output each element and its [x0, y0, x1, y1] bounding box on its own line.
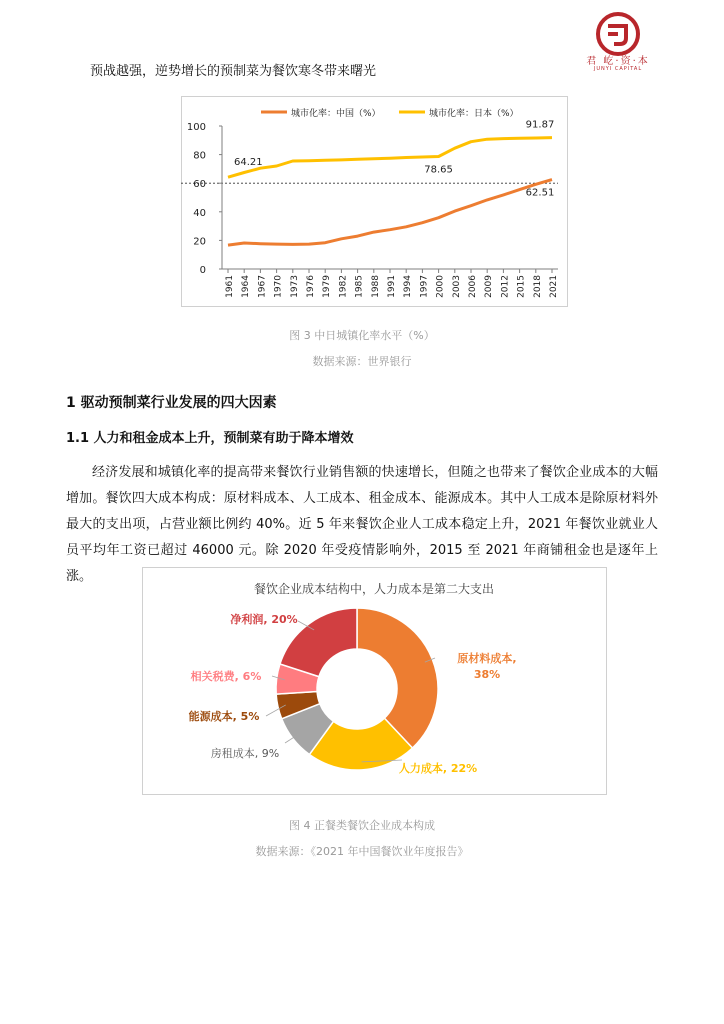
data-label: 78.65: [424, 164, 453, 176]
section-heading: 1 驱动预制菜行业发展的四大因素: [66, 395, 277, 411]
x-tick-label: 1976: [306, 275, 316, 298]
data-label: 64.21: [234, 157, 263, 169]
slice-label-4: 相关税费, 6%: [190, 670, 262, 683]
intro-sentence: 预战越强，逆势增长的预制菜为餐饮寒冬带来曙光: [90, 64, 377, 79]
x-tick-label: 2003: [451, 275, 462, 298]
slice-label-1: 人力成本, 22%: [398, 762, 478, 775]
x-tick-label: 1982: [338, 275, 349, 298]
logo-subtext: JUNYI CAPITAL: [593, 66, 643, 72]
legend-label-1: 城市化率：日本（%）: [429, 109, 519, 119]
slice-label-3: 能源成本, 5%: [188, 710, 260, 723]
logo-text: 君 屹·资·本: [586, 56, 650, 67]
x-tick-label: 1991: [387, 275, 397, 298]
y-tick-label: 80: [193, 150, 206, 162]
x-tick-label: 1961: [225, 275, 235, 298]
subsection-heading: 1.1 人力和租金成本上升，预制菜有助于降本增效: [66, 431, 354, 446]
y-tick-label: 40: [193, 207, 206, 219]
x-tick-label: 2021: [549, 275, 559, 298]
x-tick-label: 2012: [500, 275, 511, 298]
slice-label-0: 原材料成本,: [457, 652, 517, 665]
figure-4-caption: 图 4 正餐类餐饮企业成本构成: [289, 819, 435, 832]
x-tick-label: 1964: [241, 275, 252, 298]
x-tick-label: 2009: [484, 275, 495, 298]
figure-3-caption: 图 3 中日城镇化率水平（%）: [289, 329, 435, 342]
cost-structure-donut-chart: [142, 567, 608, 796]
slice-label-2: 房租成本, 9%: [210, 747, 280, 760]
y-tick-label: 0: [199, 265, 206, 276]
legend-label-0: 城市化率：中国（%）: [291, 109, 381, 119]
slice-label-5: 净利润, 20%: [230, 613, 298, 626]
x-tick-label: 1973: [289, 275, 300, 298]
x-tick-label: 2018: [532, 275, 543, 298]
x-tick-label: 1967: [257, 275, 268, 298]
data-label: 62.51: [525, 187, 555, 199]
donut-chart-title: 餐饮企业成本结构中，人力成本是第二大支出: [253, 582, 495, 596]
y-tick-label: 20: [193, 236, 206, 248]
x-tick-label: 1970: [273, 275, 284, 298]
x-tick-label: 2000: [435, 275, 446, 298]
x-tick-label: 2006: [468, 275, 478, 298]
y-tick-label: 100: [186, 122, 206, 133]
y-tick-label: 60: [193, 179, 206, 191]
slice-label-0: 38%: [473, 668, 501, 681]
body-paragraph: 经济发展和城镇化率的提高带来餐饮行业销售额的快速增长，但随之也带来了餐饮企业成本的大幅增加。餐饮四大成本构成：原材料成本、人工成本、租金成本、能源成本。其中人工成本是除原材料外最大的支出项，占营业额比例约 40%。近 5 年来餐饮企业人工成本稳定上升，2021 年餐饮业就业人员平均年工资已超过 46000 元。除 2020 年受疫情影响外，2015 至 2021 年商铺租金也是逐年上涨。: [66, 465, 658, 584]
figure-4-source: 数据来源：《2021 年中国餐饮业年度报告》: [255, 845, 469, 858]
x-tick-label: 2015: [516, 275, 527, 298]
x-tick-label: 1997: [419, 275, 430, 298]
figure-3-source: 数据来源：世界银行: [312, 355, 412, 368]
x-tick-label: 1985: [354, 275, 365, 298]
x-tick-label: 1994: [403, 275, 414, 298]
urbanization-line-chart: [181, 96, 569, 308]
x-tick-label: 1988: [370, 275, 381, 298]
x-tick-label: 1979: [322, 275, 333, 298]
data-label: 91.87: [525, 119, 555, 131]
